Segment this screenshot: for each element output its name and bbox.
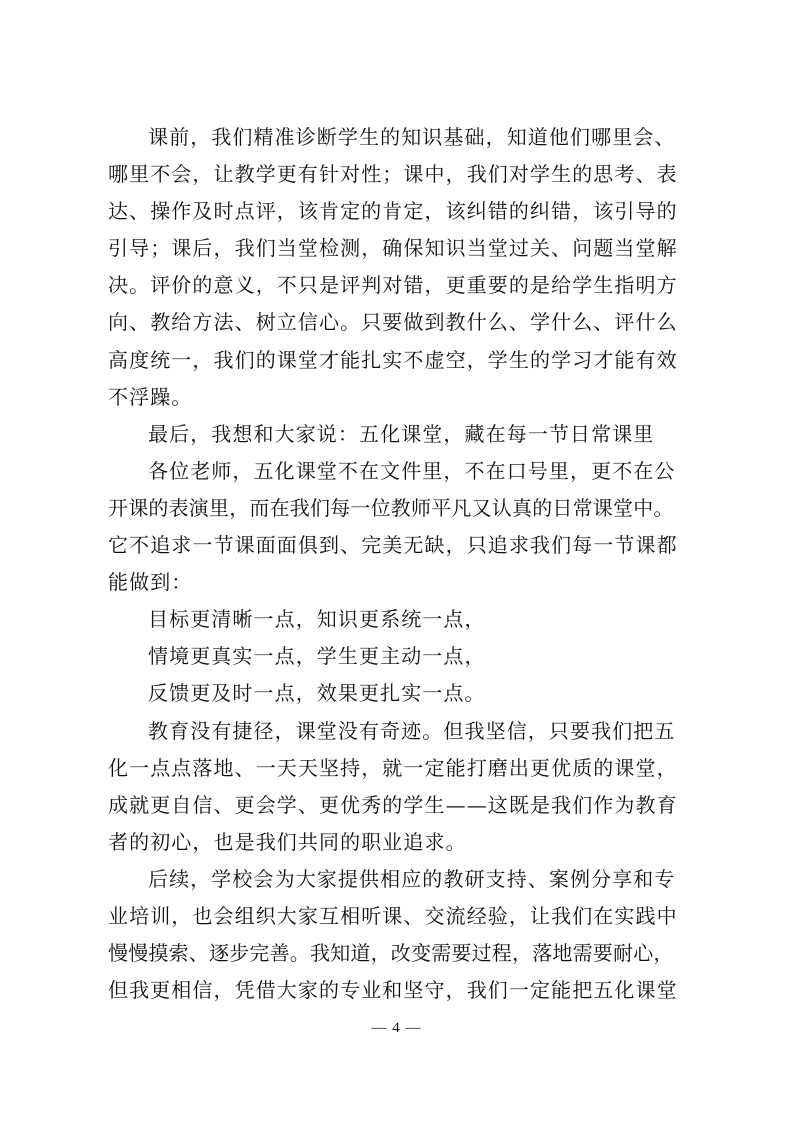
text-line: 化一点点落地、一天天坚持，就一定能打磨出更优质的课堂，: [108, 755, 678, 780]
list-item: 目标更清晰一点，知识更系统一点，: [148, 607, 486, 632]
section-heading: 最后，我想和大家说：五化课堂，藏在每一节日常课里: [148, 421, 655, 446]
text-line: 哪里不会，让教学更有针对性；课中，我们对学生的思考、表: [108, 162, 678, 187]
text-line: 业培训，也会组织大家互相听课、交流经验，让我们在实践中: [108, 903, 678, 928]
list-item: 情境更真实一点，学生更主动一点，: [148, 644, 486, 669]
text-line: 慢慢摸索、逐步完善。我知道，改变需要过程，落地需要耐心，: [108, 941, 674, 966]
text-line: 成就更自信、更会学、更优秀的学生——这既是我们作为教育: [108, 792, 678, 817]
text-line: 但我更相信，凭借大家的专业和坚守，我们一定能把五化课堂: [108, 978, 678, 1003]
text-line: 它不追求一节课面面俱到、完美无缺，只追求我们每一节课都: [108, 533, 678, 558]
page-number: — 4 —: [371, 1020, 422, 1036]
text-line: 向、教给方法、树立信心。只要做到教什么、学什么、评什么: [108, 310, 678, 335]
text-line: 决。评价的意义，不只是评判对错，更重要的是给学生指明方: [108, 273, 678, 298]
text-line: 达、操作及时点评，该肯定的肯定，该纠错的纠错，该引导的: [108, 199, 678, 224]
list-item: 反馈更及时一点，效果更扎实一点。: [148, 681, 486, 706]
text-line: 高度统一，我们的课堂才能扎实不虚空，学生的学习才能有效: [108, 347, 678, 372]
text-line: 能做到：: [108, 570, 193, 595]
document-body: [108, 119, 688, 1009]
text-line: 者的初心，也是我们共同的职业追求。: [108, 829, 467, 854]
text-line: 各位老师，五化课堂不在文件里，不在口号里，更不在公: [148, 458, 676, 483]
text-line: 后续，学校会为大家提供相应的教研支持、案例分享和专: [148, 866, 676, 891]
text-line: 引导；课后，我们当堂检测，确保知识当堂过关、问题当堂解: [108, 236, 678, 261]
text-line: 开课的表演里，而在我们每一位教师平凡又认真的日常课堂中。: [108, 495, 674, 520]
text-line: 不浮躁。: [108, 384, 193, 409]
text-line: 教育没有捷径，课堂没有奇迹。但我坚信，只要我们把五: [148, 718, 676, 743]
text-line: 课前，我们精准诊断学生的知识基础，知道他们哪里会、: [148, 125, 676, 149]
